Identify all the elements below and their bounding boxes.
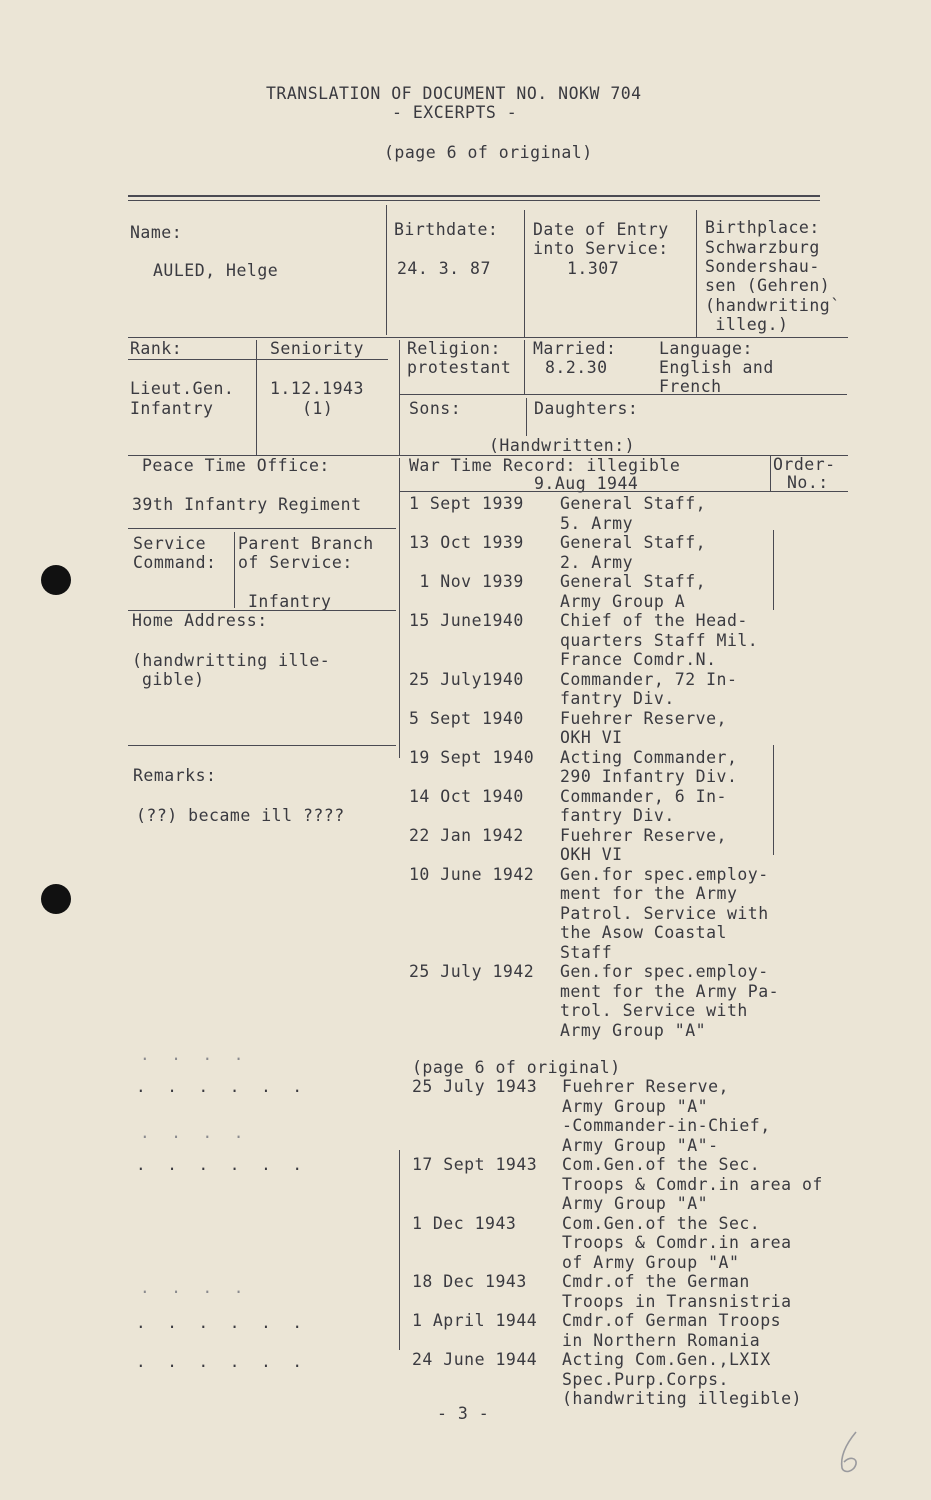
divider xyxy=(696,210,697,338)
war-entry-text: Troops & Comdr.in area xyxy=(562,1233,792,1252)
birthdate-value: 24. 3. 87 xyxy=(397,259,491,278)
war-entry-text: Chief of the Head- xyxy=(560,611,748,630)
war-entry-text: Army Group "A" xyxy=(562,1096,709,1116)
war-record-date: 9.Aug 1944 xyxy=(534,474,639,493)
dot-row: . . . . . . xyxy=(136,1352,308,1371)
order-label: Order- xyxy=(773,455,836,474)
war-entry-date: 10 June 1942 xyxy=(409,864,535,884)
war-entry-text: Gen.for spec.employ- xyxy=(560,962,769,981)
birthplace-line: (handwriting` xyxy=(705,296,841,315)
home-value: gible) xyxy=(142,670,205,689)
page-number: - 3 - xyxy=(437,1404,490,1423)
divider xyxy=(770,456,771,492)
language-value: French xyxy=(659,377,722,396)
married-value: 8.2.30 xyxy=(545,358,608,377)
war-entry-text: Army Group "A"- xyxy=(562,1135,719,1155)
war-entry-date: 25 July1940 xyxy=(409,669,524,689)
dot-row: . . . . xyxy=(140,1278,250,1297)
war-entry-text: 290 Infantry Div. xyxy=(560,767,738,786)
dot-row: . . . . . . xyxy=(136,1155,308,1174)
war-entry-date: 24 June 1944 xyxy=(412,1350,538,1369)
war-entry-text: Fuehrer Reserve, xyxy=(560,708,727,728)
war-entry-date: 1 Dec 1943 xyxy=(412,1213,517,1233)
war-record-label: War Time Record: illegible xyxy=(409,456,681,475)
sons-label: Sons: xyxy=(409,399,462,418)
war-entry-text: Com.Gen.of the Sec. xyxy=(562,1213,761,1233)
war-entry-text: General Staff, xyxy=(560,572,707,591)
war-entry-date: 25 July 1942 xyxy=(409,962,535,981)
divider xyxy=(386,205,387,335)
war-entry-text: 5. Army xyxy=(560,513,634,533)
section-rule xyxy=(399,491,848,492)
war-entry-text: Gen.for spec.employ- xyxy=(560,864,769,884)
entry-label-1: Date of Entry xyxy=(533,220,669,239)
document-subtitle: - EXCERPTS - xyxy=(392,103,518,122)
peace-value: 39th Infantry Regiment xyxy=(132,495,362,514)
war-entry-date: 18 Dec 1943 xyxy=(412,1272,527,1291)
birthdate-label: Birthdate: xyxy=(394,220,499,239)
war-entry-text: Staff xyxy=(560,942,613,962)
rank-value: Lieut.Gen. xyxy=(130,379,235,398)
document-title: TRANSLATION OF DOCUMENT NO. NOKW 704 xyxy=(266,84,642,103)
war-entry-text: Cmdr.of the German xyxy=(562,1272,750,1291)
war-entry-text: Cmdr.of German Troops xyxy=(562,1311,782,1330)
pencil-mark xyxy=(832,1428,872,1478)
handwritten-note: (Handwritten:) xyxy=(489,436,636,455)
war-entry-text: trol. Service with xyxy=(560,1001,748,1020)
married-label: Married: xyxy=(533,339,617,358)
divider xyxy=(526,398,527,436)
war-entry-date: 1 Nov 1939 xyxy=(409,572,524,591)
parent-value: Infantry xyxy=(248,592,332,611)
birthplace-line: Schwarzburg xyxy=(705,238,820,257)
birthplace-line: Sondershau- xyxy=(705,257,820,276)
war-entry-text: Commander, 6 In- xyxy=(560,786,727,806)
war-entry-text: OKH VI xyxy=(560,728,623,747)
war-entry-date: 22 Jan 1942 xyxy=(409,825,524,845)
rank-underline xyxy=(128,359,388,360)
war-entry-date: 17 Sept 1943 xyxy=(412,1155,538,1174)
war-entry-text: Army Group "A" xyxy=(562,1194,709,1213)
divider xyxy=(256,340,257,455)
divider xyxy=(773,530,774,610)
war-entry-text: Com.Gen.of the Sec. xyxy=(562,1155,761,1174)
peace-label: Peace Time Office: xyxy=(142,456,330,475)
war-entry-date: 19 Sept 1940 xyxy=(409,747,535,767)
language-value: English and xyxy=(659,358,774,377)
page-note: (page 6 of original) xyxy=(384,143,593,162)
remarks-value: (??) became ill ???? xyxy=(136,806,345,825)
dot-row: . . . . . . xyxy=(136,1077,308,1096)
birthplace-line: sen (Gehren) xyxy=(705,276,831,295)
dot-row: . . . . xyxy=(140,1123,250,1142)
seniority-value: 1.12.1943 xyxy=(270,379,364,398)
war-entry-text: Commander, 72 In- xyxy=(560,669,738,689)
religion-value: protestant xyxy=(407,358,512,377)
war-entry-date: 25 July 1943 xyxy=(412,1077,538,1096)
war-entry-date: 1 April 1944 xyxy=(412,1311,538,1330)
war-entry-text: of Army Group "A" xyxy=(562,1252,740,1272)
rank-label: Rank: xyxy=(130,339,183,358)
remarks-label: Remarks: xyxy=(133,766,217,785)
divider xyxy=(773,745,774,855)
section-rule xyxy=(128,528,396,529)
war-entry-date: 15 June1940 xyxy=(409,611,524,630)
birthplace-line: illeg.) xyxy=(705,315,789,334)
top-rule xyxy=(128,195,820,197)
war-entry-text: fantry Div. xyxy=(560,689,675,708)
war-entry-text: Patrol. Service with xyxy=(560,903,769,923)
parent-label: Parent Branch xyxy=(238,534,374,553)
war-entry-text: ment for the Army Pa- xyxy=(560,981,780,1001)
language-label: Language: xyxy=(659,339,753,358)
home-label: Home Address: xyxy=(132,611,268,630)
divider xyxy=(524,210,525,338)
divider xyxy=(399,340,400,455)
section-rule xyxy=(128,745,396,746)
war-entry-text: Troops in Transnistria xyxy=(562,1291,792,1311)
war-entry-text: ment for the Army xyxy=(560,884,738,903)
war-entry-text: quarters Staff Mil. xyxy=(560,630,759,650)
rank-value: Infantry xyxy=(130,399,214,418)
war-entry-text: General Staff, xyxy=(560,533,707,552)
war-entry-date: 13 Oct 1939 xyxy=(409,533,524,552)
war-entry-text: 2. Army xyxy=(560,552,634,572)
war-entry-text: in Northern Romania xyxy=(562,1330,761,1350)
home-value: (handwritting ille- xyxy=(132,651,331,670)
divider xyxy=(234,532,235,608)
daughters-label: Daughters: xyxy=(534,399,639,418)
war-entry-text: Acting Com.Gen.,LXIX xyxy=(562,1350,771,1369)
war-entry-text: Army Group A xyxy=(560,591,686,611)
service-label: Service xyxy=(133,534,207,553)
seniority-value: (1) xyxy=(302,399,334,418)
war-entry-text: fantry Div. xyxy=(560,806,675,825)
war-entry-text: France Comdr.N. xyxy=(560,650,717,669)
entry-value: 1.307 xyxy=(567,259,620,278)
war-entry-date: 14 Oct 1940 xyxy=(409,786,524,806)
punch-hole-bottom xyxy=(41,884,71,914)
order-label: No.: xyxy=(787,473,829,492)
name-value: AULED, Helge xyxy=(153,261,279,280)
war-entry-text: the Asow Coastal xyxy=(560,923,727,942)
war-entry-text: OKH VI xyxy=(560,845,623,864)
war-entry-text: General Staff, xyxy=(560,494,707,513)
top-rule-2 xyxy=(128,200,820,201)
war-entry-text: Troops & Comdr.in area of xyxy=(562,1174,823,1194)
war-entry-text: (handwriting illegible) xyxy=(562,1389,802,1408)
war-entry-text: Army Group "A" xyxy=(560,1020,707,1040)
religion-label: Religion: xyxy=(407,339,501,358)
war-entry-text: Fuehrer Reserve, xyxy=(562,1077,729,1096)
war-entry-date: 1 Sept 1939 xyxy=(409,494,524,513)
dot-row: . . . . . . xyxy=(136,1313,308,1332)
divider xyxy=(399,1150,400,1350)
divider xyxy=(399,458,400,758)
entry-label-2: into Service: xyxy=(533,239,669,258)
birthplace-line: Birthplace: xyxy=(705,218,820,237)
service-label: Command: xyxy=(133,553,217,572)
dot-row: . . . . xyxy=(140,1045,250,1064)
seniority-label: Seniority xyxy=(270,339,364,358)
name-label: Name: xyxy=(130,223,183,242)
divider xyxy=(524,340,525,394)
section-rule xyxy=(399,394,847,395)
war-entry-text: Spec.Purp.Corps. xyxy=(562,1369,729,1389)
war-entry-date: 5 Sept 1940 xyxy=(409,708,524,728)
war-entry-text: -Commander-in-Chief, xyxy=(562,1116,771,1135)
section-rule xyxy=(128,337,848,338)
page-break-note: (page 6 of original) xyxy=(412,1058,621,1077)
war-entry-text: Acting Commander, xyxy=(560,747,738,767)
parent-label: of Service: xyxy=(238,553,353,572)
war-entry-text: Fuehrer Reserve, xyxy=(560,825,727,845)
punch-hole-top xyxy=(41,565,71,595)
